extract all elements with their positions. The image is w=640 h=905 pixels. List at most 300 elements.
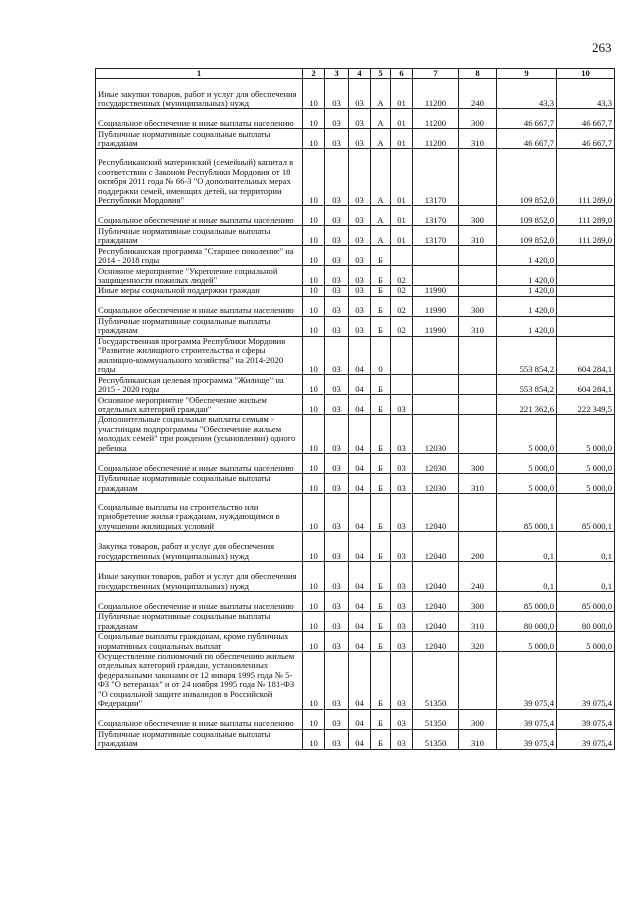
cell-c3: 03 [325, 592, 349, 612]
cell-c2: 10 [303, 266, 325, 286]
cell-c6: 03 [391, 652, 413, 709]
cell-c3: 03 [325, 375, 349, 395]
cell-c5: А [371, 109, 391, 129]
row-description: Социальные выплаты гражданам, кроме публичных нормативных социальных выплат [96, 632, 303, 652]
col-header-9: 9 [497, 69, 557, 79]
cell-c6: 03 [391, 612, 413, 632]
cell-c4: 03 [349, 79, 371, 109]
cell-c10: 46 667,7 [557, 129, 615, 149]
cell-c4: 04 [349, 375, 371, 395]
cell-c6: 01 [391, 206, 413, 226]
cell-c3: 03 [325, 415, 349, 454]
row-description: Иные закупки товаров, работ и услуг для обеспечения государственных (муниципальных) нужд [96, 79, 303, 109]
cell-c10: 85 000,0 [557, 592, 615, 612]
table-row [96, 652, 615, 709]
row-description: Публичные нормативные социальные выплаты гражданам [96, 316, 303, 336]
row-description: Публичные нормативные социальные выплаты гражданам [96, 226, 303, 246]
cell-c10: 80 000,0 [557, 612, 615, 632]
cell-c5: Б [371, 286, 391, 296]
cell-c5: Б [371, 709, 391, 729]
cell-c8 [459, 266, 497, 286]
cell-c9: 0,1 [497, 562, 557, 592]
cell-c9: 109 852,0 [497, 226, 557, 246]
cell-c5: Б [371, 266, 391, 286]
cell-c8 [459, 494, 497, 532]
cell-c6: 01 [391, 129, 413, 149]
table-row [96, 246, 615, 266]
cell-c7: 11990 [413, 316, 459, 336]
cell-c2: 10 [303, 474, 325, 494]
cell-c9: 43,3 [497, 79, 557, 109]
cell-c10: 222 349,5 [557, 395, 615, 415]
cell-c3: 03 [325, 206, 349, 226]
cell-c5: Б [371, 375, 391, 395]
cell-c3: 03 [325, 266, 349, 286]
cell-c3: 03 [325, 79, 349, 109]
cell-c5: А [371, 79, 391, 109]
cell-c9: 109 852,0 [497, 206, 557, 226]
cell-c6 [391, 336, 413, 375]
cell-c9: 1 420,0 [497, 316, 557, 336]
cell-c4: 04 [349, 415, 371, 454]
cell-c7: 11200 [413, 79, 459, 109]
cell-c5: А [371, 149, 391, 206]
cell-c2: 10 [303, 149, 325, 206]
table-row [96, 592, 615, 612]
table-row [96, 415, 615, 454]
cell-c7: 12040 [413, 562, 459, 592]
cell-c2: 10 [303, 494, 325, 532]
cell-c6: 03 [391, 592, 413, 612]
cell-c3: 03 [325, 336, 349, 375]
cell-c6: 03 [391, 709, 413, 729]
cell-c6: 03 [391, 562, 413, 592]
cell-c3: 03 [325, 729, 349, 749]
cell-c6: 01 [391, 79, 413, 109]
cell-c8: 200 [459, 532, 497, 562]
cell-c10: 39 075,4 [557, 729, 615, 749]
cell-c3: 03 [325, 226, 349, 246]
row-description: Публичные нормативные социальные выплаты гражданам [96, 729, 303, 749]
cell-c10: 111 289,0 [557, 206, 615, 226]
cell-c3: 03 [325, 562, 349, 592]
cell-c10: 5 000,0 [557, 454, 615, 474]
cell-c10 [557, 246, 615, 266]
col-header-1: 1 [96, 69, 303, 79]
cell-c8: 310 [459, 129, 497, 149]
cell-c9: 80 000,0 [497, 612, 557, 632]
cell-c7: 13170 [413, 226, 459, 246]
table-row [96, 79, 615, 109]
cell-c3: 03 [325, 129, 349, 149]
col-header-7: 7 [413, 69, 459, 79]
cell-c5: Б [371, 532, 391, 562]
cell-c10: 5 000,0 [557, 474, 615, 494]
cell-c2: 10 [303, 532, 325, 562]
row-description: Иные меры социальной поддержки граждан [96, 286, 303, 296]
cell-c4: 04 [349, 395, 371, 415]
cell-c9: 46 667,7 [497, 129, 557, 149]
cell-c6: 02 [391, 316, 413, 336]
cell-c2: 10 [303, 206, 325, 226]
table-row [96, 286, 615, 296]
cell-c7: 12040 [413, 632, 459, 652]
cell-c8 [459, 149, 497, 206]
cell-c3: 03 [325, 632, 349, 652]
cell-c2: 10 [303, 454, 325, 474]
cell-c2: 10 [303, 562, 325, 592]
cell-c3: 03 [325, 652, 349, 709]
cell-c4: 04 [349, 652, 371, 709]
cell-c9: 1 420,0 [497, 296, 557, 316]
cell-c4: 04 [349, 532, 371, 562]
cell-c4: 04 [349, 612, 371, 632]
cell-c5: А [371, 206, 391, 226]
table-row [96, 454, 615, 474]
cell-c2: 10 [303, 395, 325, 415]
cell-c2: 10 [303, 129, 325, 149]
cell-c3: 03 [325, 246, 349, 266]
cell-c6: 01 [391, 109, 413, 129]
cell-c3: 03 [325, 109, 349, 129]
cell-c5: Б [371, 592, 391, 612]
cell-c5: Б [371, 632, 391, 652]
cell-c9: 109 852,0 [497, 149, 557, 206]
cell-c4: 03 [349, 226, 371, 246]
cell-c7: 12030 [413, 474, 459, 494]
cell-c9: 5 000,0 [497, 474, 557, 494]
cell-c6: 03 [391, 729, 413, 749]
cell-c8 [459, 286, 497, 296]
row-description: Социальные выплаты на строительство или приобретение жилья гражданам, нуждающимся в улучшении жилищных условий [96, 494, 303, 532]
cell-c5: А [371, 226, 391, 246]
cell-c8 [459, 336, 497, 375]
cell-c6: 03 [391, 632, 413, 652]
cell-c5: Б [371, 729, 391, 749]
cell-c10: 46 667,7 [557, 109, 615, 129]
cell-c10: 5 000,0 [557, 415, 615, 454]
cell-c7: 51350 [413, 652, 459, 709]
cell-c8 [459, 415, 497, 454]
cell-c10 [557, 296, 615, 316]
table-row [96, 375, 615, 395]
cell-c7: 12030 [413, 415, 459, 454]
table-row [96, 109, 615, 129]
cell-c3: 03 [325, 474, 349, 494]
row-description: Республиканский материнский (семейный) капитал в соответствии с Законом Республики Мордовия от 18 октября 2011 года № 66-З "О дополнительных мерах поддержки семей, имеющих детей, на территории Республики Мордовия" [96, 149, 303, 206]
cell-c2: 10 [303, 632, 325, 652]
cell-c5: Б [371, 612, 391, 632]
cell-c2: 10 [303, 226, 325, 246]
cell-c7 [413, 266, 459, 286]
cell-c4: 03 [349, 266, 371, 286]
cell-c4: 04 [349, 632, 371, 652]
table-row [96, 149, 615, 206]
cell-c8: 320 [459, 632, 497, 652]
cell-c10: 604 284,1 [557, 375, 615, 395]
cell-c5: Б [371, 652, 391, 709]
cell-c8: 300 [459, 109, 497, 129]
cell-c8 [459, 246, 497, 266]
table-row [96, 632, 615, 652]
cell-c3: 03 [325, 395, 349, 415]
cell-c5: Б [371, 296, 391, 316]
row-description: Публичные нормативные социальные выплаты гражданам [96, 612, 303, 632]
row-description: Социальное обеспечение и иные выплаты населению [96, 109, 303, 129]
col-header-3: 3 [325, 69, 349, 79]
col-header-4: 4 [349, 69, 371, 79]
cell-c9: 39 075,4 [497, 709, 557, 729]
cell-c4: 03 [349, 246, 371, 266]
cell-c2: 10 [303, 296, 325, 316]
cell-c2: 10 [303, 709, 325, 729]
cell-c9: 46 667,7 [497, 109, 557, 129]
cell-c6 [391, 375, 413, 395]
cell-c3: 03 [325, 532, 349, 562]
cell-c6: 01 [391, 149, 413, 206]
cell-c4: 04 [349, 729, 371, 749]
cell-c9: 5 000,0 [497, 632, 557, 652]
cell-c4: 03 [349, 286, 371, 296]
row-description: Публичные нормативные социальные выплаты гражданам [96, 474, 303, 494]
cell-c2: 10 [303, 336, 325, 375]
row-description: Иные закупки товаров, работ и услуг для обеспечения государственных (муниципальных) нужд [96, 562, 303, 592]
cell-c10 [557, 266, 615, 286]
cell-c6: 03 [391, 454, 413, 474]
cell-c8: 300 [459, 296, 497, 316]
cell-c5: Б [371, 246, 391, 266]
cell-c2: 10 [303, 375, 325, 395]
cell-c10: 0,1 [557, 562, 615, 592]
cell-c8: 310 [459, 316, 497, 336]
cell-c6: 02 [391, 286, 413, 296]
cell-c9: 39 075,4 [497, 729, 557, 749]
budget-table [95, 68, 615, 750]
cell-c8 [459, 395, 497, 415]
cell-c3: 03 [325, 612, 349, 632]
cell-c4: 03 [349, 109, 371, 129]
cell-c2: 10 [303, 415, 325, 454]
cell-c8: 300 [459, 709, 497, 729]
row-description: Публичные нормативные социальные выплаты гражданам [96, 129, 303, 149]
cell-c9: 0,1 [497, 532, 557, 562]
cell-c10: 111 289,0 [557, 226, 615, 246]
cell-c4: 03 [349, 206, 371, 226]
cell-c9: 553 854,2 [497, 336, 557, 375]
cell-c7: 13170 [413, 206, 459, 226]
cell-c7: 11990 [413, 296, 459, 316]
cell-c3: 03 [325, 286, 349, 296]
table-row [96, 709, 615, 729]
cell-c6: 02 [391, 266, 413, 286]
cell-c10: 604 284,1 [557, 336, 615, 375]
cell-c8: 300 [459, 592, 497, 612]
cell-c4: 03 [349, 316, 371, 336]
col-header-2: 2 [303, 69, 325, 79]
cell-c5: 0 [371, 336, 391, 375]
cell-c10 [557, 316, 615, 336]
cell-c5: Б [371, 474, 391, 494]
cell-c8: 310 [459, 729, 497, 749]
cell-c5: А [371, 129, 391, 149]
cell-c2: 10 [303, 612, 325, 632]
cell-c10: 85 000,1 [557, 494, 615, 532]
cell-c10: 0,1 [557, 532, 615, 562]
cell-c7: 12040 [413, 494, 459, 532]
row-description: Государственная программа Республики Мордовия "Развитие жилищного строительства и сферы жилищно-коммунального хозяйства" на 2014-2020 годы [96, 336, 303, 375]
budget-table-container [95, 68, 614, 750]
row-description: Социальное обеспечение и иные выплаты населению [96, 454, 303, 474]
col-header-8: 8 [459, 69, 497, 79]
page-number: 263 [592, 40, 612, 55]
cell-c8: 310 [459, 612, 497, 632]
table-row [96, 129, 615, 149]
cell-c9: 1 420,0 [497, 246, 557, 266]
table-row [96, 395, 615, 415]
row-description: Социальное обеспечение и иные выплаты населению [96, 592, 303, 612]
cell-c9: 85 000,0 [497, 592, 557, 612]
col-header-10: 10 [557, 69, 615, 79]
cell-c6: 03 [391, 532, 413, 562]
table-row [96, 206, 615, 226]
col-header-6: 6 [391, 69, 413, 79]
cell-c10: 5 000,0 [557, 632, 615, 652]
cell-c2: 10 [303, 286, 325, 296]
cell-c6: 03 [391, 395, 413, 415]
cell-c7: 11990 [413, 286, 459, 296]
cell-c2: 10 [303, 79, 325, 109]
cell-c8: 240 [459, 79, 497, 109]
row-description: Основное мероприятие "Обеспечение жильем отдельных категорий граждан" [96, 395, 303, 415]
row-description: Социальное обеспечение и иные выплаты населению [96, 206, 303, 226]
cell-c7: 12040 [413, 592, 459, 612]
cell-c7 [413, 375, 459, 395]
cell-c9: 553 854,2 [497, 375, 557, 395]
col-header-5: 5 [371, 69, 391, 79]
cell-c6: 03 [391, 415, 413, 454]
cell-c7 [413, 246, 459, 266]
row-description: Республиканская целевая программа "Жилище" на 2015 - 2020 годы [96, 375, 303, 395]
header-row [96, 69, 615, 79]
cell-c4: 03 [349, 296, 371, 316]
cell-c2: 10 [303, 246, 325, 266]
row-description: Социальное обеспечение и иные выплаты населению [96, 709, 303, 729]
cell-c9: 5 000,0 [497, 454, 557, 474]
cell-c10: 43,3 [557, 79, 615, 109]
cell-c5: Б [371, 562, 391, 592]
cell-c6 [391, 246, 413, 266]
table-row [96, 226, 615, 246]
row-description: Социальное обеспечение и иные выплаты населению [96, 296, 303, 316]
cell-c5: Б [371, 415, 391, 454]
table-body [96, 79, 615, 749]
cell-c5: Б [371, 316, 391, 336]
cell-c9: 1 420,0 [497, 266, 557, 286]
cell-c8: 310 [459, 474, 497, 494]
cell-c3: 03 [325, 149, 349, 206]
cell-c4: 04 [349, 709, 371, 729]
row-description: Осуществление полномочий по обеспечению жильем отдельных категорий граждан, установленных федеральными законами от 12 января 1995 года № 5-ФЗ "О ветеранах" и от 24 ноября 1995 года № 181-ФЗ "О социальной защите инвалидов в Российской Федерации" [96, 652, 303, 709]
cell-c2: 10 [303, 592, 325, 612]
table-row [96, 729, 615, 749]
cell-c7 [413, 395, 459, 415]
cell-c3: 03 [325, 296, 349, 316]
cell-c6: 01 [391, 226, 413, 246]
table-row [96, 532, 615, 562]
cell-c7: 12030 [413, 454, 459, 474]
cell-c5: Б [371, 494, 391, 532]
cell-c6: 03 [391, 494, 413, 532]
cell-c7: 11200 [413, 129, 459, 149]
cell-c8: 240 [459, 562, 497, 592]
table-row [96, 296, 615, 316]
cell-c7: 51350 [413, 729, 459, 749]
row-description: Республиканская программа "Старшее поколение" на 2014 - 2018 годы [96, 246, 303, 266]
row-description: Основное мероприятие "Укрепление социальной защищенности пожилых людей" [96, 266, 303, 286]
cell-c4: 03 [349, 129, 371, 149]
cell-c7 [413, 336, 459, 375]
row-description: Закупка товаров, работ и услуг для обеспечения государственных (муниципальных) нужд [96, 532, 303, 562]
table-row [96, 474, 615, 494]
cell-c5: Б [371, 395, 391, 415]
cell-c4: 04 [349, 494, 371, 532]
cell-c6: 03 [391, 474, 413, 494]
cell-c2: 10 [303, 316, 325, 336]
cell-c4: 03 [349, 149, 371, 206]
cell-c9: 221 362,6 [497, 395, 557, 415]
table-row [96, 562, 615, 592]
cell-c8 [459, 375, 497, 395]
table-row [96, 336, 615, 375]
cell-c8: 300 [459, 206, 497, 226]
cell-c7: 51350 [413, 709, 459, 729]
cell-c3: 03 [325, 454, 349, 474]
table-row [96, 612, 615, 632]
cell-c10: 111 289,0 [557, 149, 615, 206]
table-row [96, 494, 615, 532]
cell-c9: 39 075,4 [497, 652, 557, 709]
cell-c7: 11200 [413, 109, 459, 129]
cell-c7: 12040 [413, 612, 459, 632]
cell-c4: 04 [349, 454, 371, 474]
cell-c8: 300 [459, 454, 497, 474]
cell-c7: 13170 [413, 149, 459, 206]
cell-c10 [557, 286, 615, 296]
cell-c2: 10 [303, 109, 325, 129]
table-row [96, 266, 615, 286]
cell-c9: 1 420,0 [497, 286, 557, 296]
cell-c5: Б [371, 454, 391, 474]
cell-c4: 04 [349, 562, 371, 592]
cell-c9: 5 000,0 [497, 415, 557, 454]
cell-c10: 39 075,4 [557, 709, 615, 729]
cell-c9: 85 000,1 [497, 494, 557, 532]
cell-c3: 03 [325, 316, 349, 336]
cell-c3: 03 [325, 709, 349, 729]
cell-c8 [459, 652, 497, 709]
cell-c8: 310 [459, 226, 497, 246]
cell-c4: 04 [349, 592, 371, 612]
cell-c3: 03 [325, 494, 349, 532]
cell-c10: 39 075,4 [557, 652, 615, 709]
cell-c2: 10 [303, 652, 325, 709]
cell-c7: 12040 [413, 532, 459, 562]
table-row [96, 316, 615, 336]
row-description: Дополнительные социальные выплаты семьям - участницам подпрограммы "Обеспечение жильем молодых семей" при рождении (усыновлении) одного ребенка [96, 415, 303, 454]
cell-c4: 04 [349, 474, 371, 494]
cell-c2: 10 [303, 729, 325, 749]
cell-c6: 02 [391, 296, 413, 316]
